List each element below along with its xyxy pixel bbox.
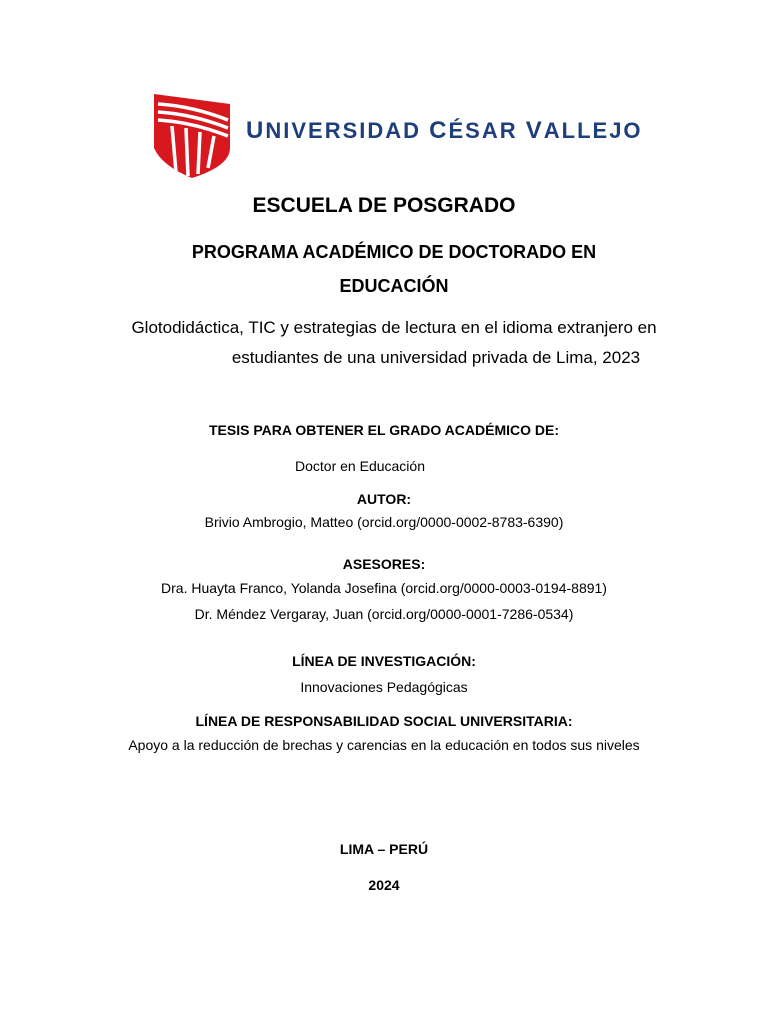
advisors-heading: ASESORES: (342, 556, 426, 572)
advisor-2: Dr. Méndez Vergaray, Juan (orcid.org/0000-0001-7286-0534) (194, 606, 574, 622)
author-heading: AUTOR: (356, 491, 412, 507)
place: LIMA – PERÚ (339, 841, 429, 857)
thesis-heading: TESIS PARA OBTENER EL GRADO ACADÉMICO DE: (208, 422, 560, 438)
program-line-1: PROGRAMA ACADÉMICO DE DOCTORADO EN (191, 242, 597, 262)
research-line-heading: LÍNEA DE INVESTIGACIÓN: (292, 653, 476, 669)
degree-name: Doctor en Educación (295, 458, 425, 474)
research-line-value: Innovaciones Pedagógicas (300, 679, 468, 695)
school-name: ESCUELA DE POSGRADO (252, 194, 516, 217)
university-shield-icon (152, 92, 232, 180)
advisor-1: Dra. Huayta Franco, Yolanda Josefina (orcid.org/0000-0003-0194-8891) (161, 580, 607, 596)
social-line-heading: LÍNEA DE RESPONSABILIDAD SOCIAL UNIVERSITARIA: (195, 713, 573, 729)
thesis-title-line-2: estudiantes de una universidad privada de Lima, 2023 (231, 348, 641, 367)
program-line-2: EDUCACIÓN (339, 276, 449, 296)
social-line-value: Apoyo a la reducción de brechas y carencias en la educación en todos sus niveles (128, 737, 640, 753)
university-name: UNIVERSIDAD CÉSAR VALLEJO (246, 117, 643, 144)
author-name: Brivio Ambrogio, Matteo (orcid.org/0000-0002-8783-6390) (204, 514, 564, 530)
year: 2024 (368, 877, 400, 893)
university-logo (152, 92, 643, 182)
thesis-title-line-1: Glotodidáctica, TIC y estrategias de lectura en el idioma extranjero en (131, 318, 657, 337)
